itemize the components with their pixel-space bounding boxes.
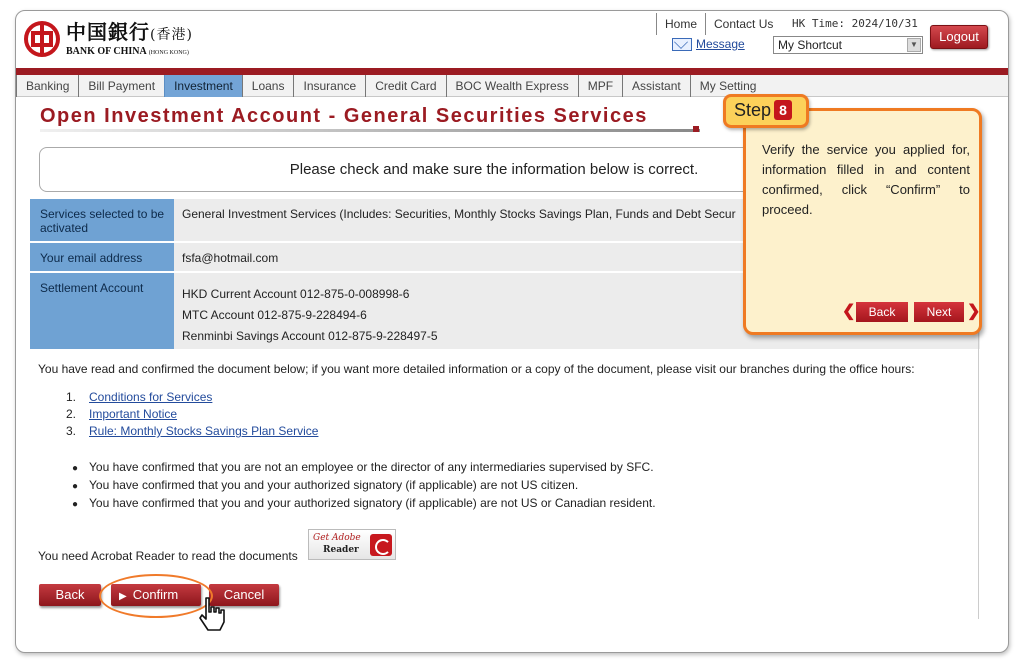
browser-frame xyxy=(15,10,1009,653)
nav-item-boc-wealth-express[interactable]: BOC Wealth Express xyxy=(446,75,578,97)
message-link-group[interactable] xyxy=(672,37,745,51)
adobe-pdf-icon xyxy=(370,534,392,556)
step-tag xyxy=(723,94,809,128)
page-title: Open Investment Account - General Securities Services xyxy=(40,105,648,127)
list-item xyxy=(72,495,656,513)
list-item xyxy=(66,423,318,440)
cancel-button[interactable]: Cancel xyxy=(209,584,279,606)
nav-item-bill-payment[interactable]: Bill Payment xyxy=(78,75,164,97)
confirmation-text: You have confirmed that you and your authorized signatory (if applicable) are not US citizen. xyxy=(89,478,579,492)
contact-us-link[interactable]: Contact Us xyxy=(705,13,781,35)
bullet-icon: ● xyxy=(72,499,79,510)
settlement-label: Settlement Account xyxy=(30,272,174,350)
services-value: General Investment Services (Includes: Securities, Monthly Stocks Savings Plan, Funds and Debt Secur xyxy=(174,199,980,242)
nav-item-credit-card[interactable]: Credit Card xyxy=(365,75,445,97)
verification-notice: Please check and make sure the information below is correct. xyxy=(39,147,799,192)
step-number: 8 xyxy=(774,100,792,120)
tutorial-back-button[interactable]: Back xyxy=(856,302,908,322)
settlement-account-rmb: Renminbi Savings Account 012-875-9-228497-5 xyxy=(182,329,438,343)
nav-item-loans[interactable]: Loans xyxy=(242,75,294,97)
email-label: Your email address xyxy=(30,242,174,272)
list-item xyxy=(66,406,318,423)
bullet-icon: ● xyxy=(72,481,79,492)
acrobat-notice: You need Acrobat Reader to read the documents xyxy=(38,549,298,563)
list-item xyxy=(72,477,656,495)
main-nav xyxy=(16,75,1009,97)
tutorial-next-button[interactable]: Next xyxy=(914,302,964,322)
nav-item-insurance[interactable]: Insurance xyxy=(293,75,365,97)
monthly-stocks-rule-link[interactable]: Rule: Monthly Stocks Savings Plan Service xyxy=(89,424,319,438)
logo-chinese-suffix: (香港) xyxy=(150,27,193,43)
confirmations-list xyxy=(72,459,656,513)
logo-english-name: BANK OF CHINA xyxy=(66,46,147,57)
logo-chinese-name: 中国銀行 xyxy=(66,20,150,44)
play-arrow-icon: ▶ xyxy=(119,591,127,602)
settlement-account-hkd: HKD Current Account 012-875-0-008998-6 xyxy=(182,287,410,301)
adobe-badge-get: Get Adobe xyxy=(313,533,361,543)
nav-item-banking[interactable]: Banking xyxy=(16,75,78,97)
tutorial-popup xyxy=(743,108,982,335)
step-label: Step xyxy=(734,100,772,120)
title-underline-dot xyxy=(693,126,699,132)
documents-list xyxy=(66,389,318,440)
list-number: 3. xyxy=(66,424,77,438)
logout-button[interactable]: Logout xyxy=(930,25,988,49)
important-notice-link[interactable]: Important Notice xyxy=(89,407,178,421)
top-links xyxy=(656,13,781,35)
bank-logo[interactable] xyxy=(24,21,193,57)
list-number: 2. xyxy=(66,407,77,421)
message-link[interactable]: Message xyxy=(696,37,745,51)
tutorial-text: Verify the service you applied for, information filled in and content confirmed, click “Confirm” to proceed. xyxy=(762,142,970,217)
get-adobe-reader-button[interactable] xyxy=(308,529,396,560)
settlement-account-mtc: MTC Account 012-875-9-228494-6 xyxy=(182,308,367,322)
bullet-icon: ● xyxy=(72,463,79,474)
list-number: 1. xyxy=(66,390,77,404)
shortcut-select[interactable] xyxy=(773,36,923,54)
list-item xyxy=(72,459,656,477)
back-button[interactable]: Back xyxy=(39,584,101,606)
list-item xyxy=(66,389,318,406)
conditions-for-services-link[interactable]: Conditions for Services xyxy=(89,390,213,404)
email-value: fsfa@hotmail.com xyxy=(174,242,980,272)
nav-item-investment[interactable]: Investment xyxy=(164,75,242,97)
adobe-badge-reader: Reader xyxy=(323,545,359,555)
confirmation-text: You have confirmed that you and your authorized signatory (if applicable) are not US or Canadian resident. xyxy=(89,496,656,510)
documents-intro: You have read and confirmed the document below; if you want more detailed information or a copy of the document, please visit our branches during the office hours: xyxy=(38,362,915,376)
boc-logo-icon xyxy=(24,21,60,57)
chevron-right-icon: ❯ xyxy=(967,303,981,320)
chevron-left-icon: ❮ xyxy=(842,303,856,320)
header-divider xyxy=(16,68,1009,75)
hand-cursor-icon xyxy=(196,596,230,634)
home-link[interactable]: Home xyxy=(656,13,705,35)
title-underline xyxy=(40,129,700,132)
confirmation-text: You have confirmed that you are not an employee or the director of any intermediaries supervised by SFC. xyxy=(89,460,654,474)
envelope-icon xyxy=(672,38,692,51)
nav-item-my-setting[interactable]: My Setting xyxy=(690,75,766,97)
nav-item-mpf[interactable]: MPF xyxy=(578,75,622,97)
chevron-down-icon[interactable]: ▼ xyxy=(907,38,921,52)
nav-item-assistant[interactable]: Assistant xyxy=(622,75,690,97)
shortcut-value: My Shortcut xyxy=(778,38,843,52)
confirm-label: Confirm xyxy=(132,587,179,602)
services-label: Services selected to be activated xyxy=(30,199,174,242)
logo-english-suffix: (HONG KONG) xyxy=(148,50,189,56)
hk-time: HK Time: 2024/10/31 xyxy=(792,17,918,30)
